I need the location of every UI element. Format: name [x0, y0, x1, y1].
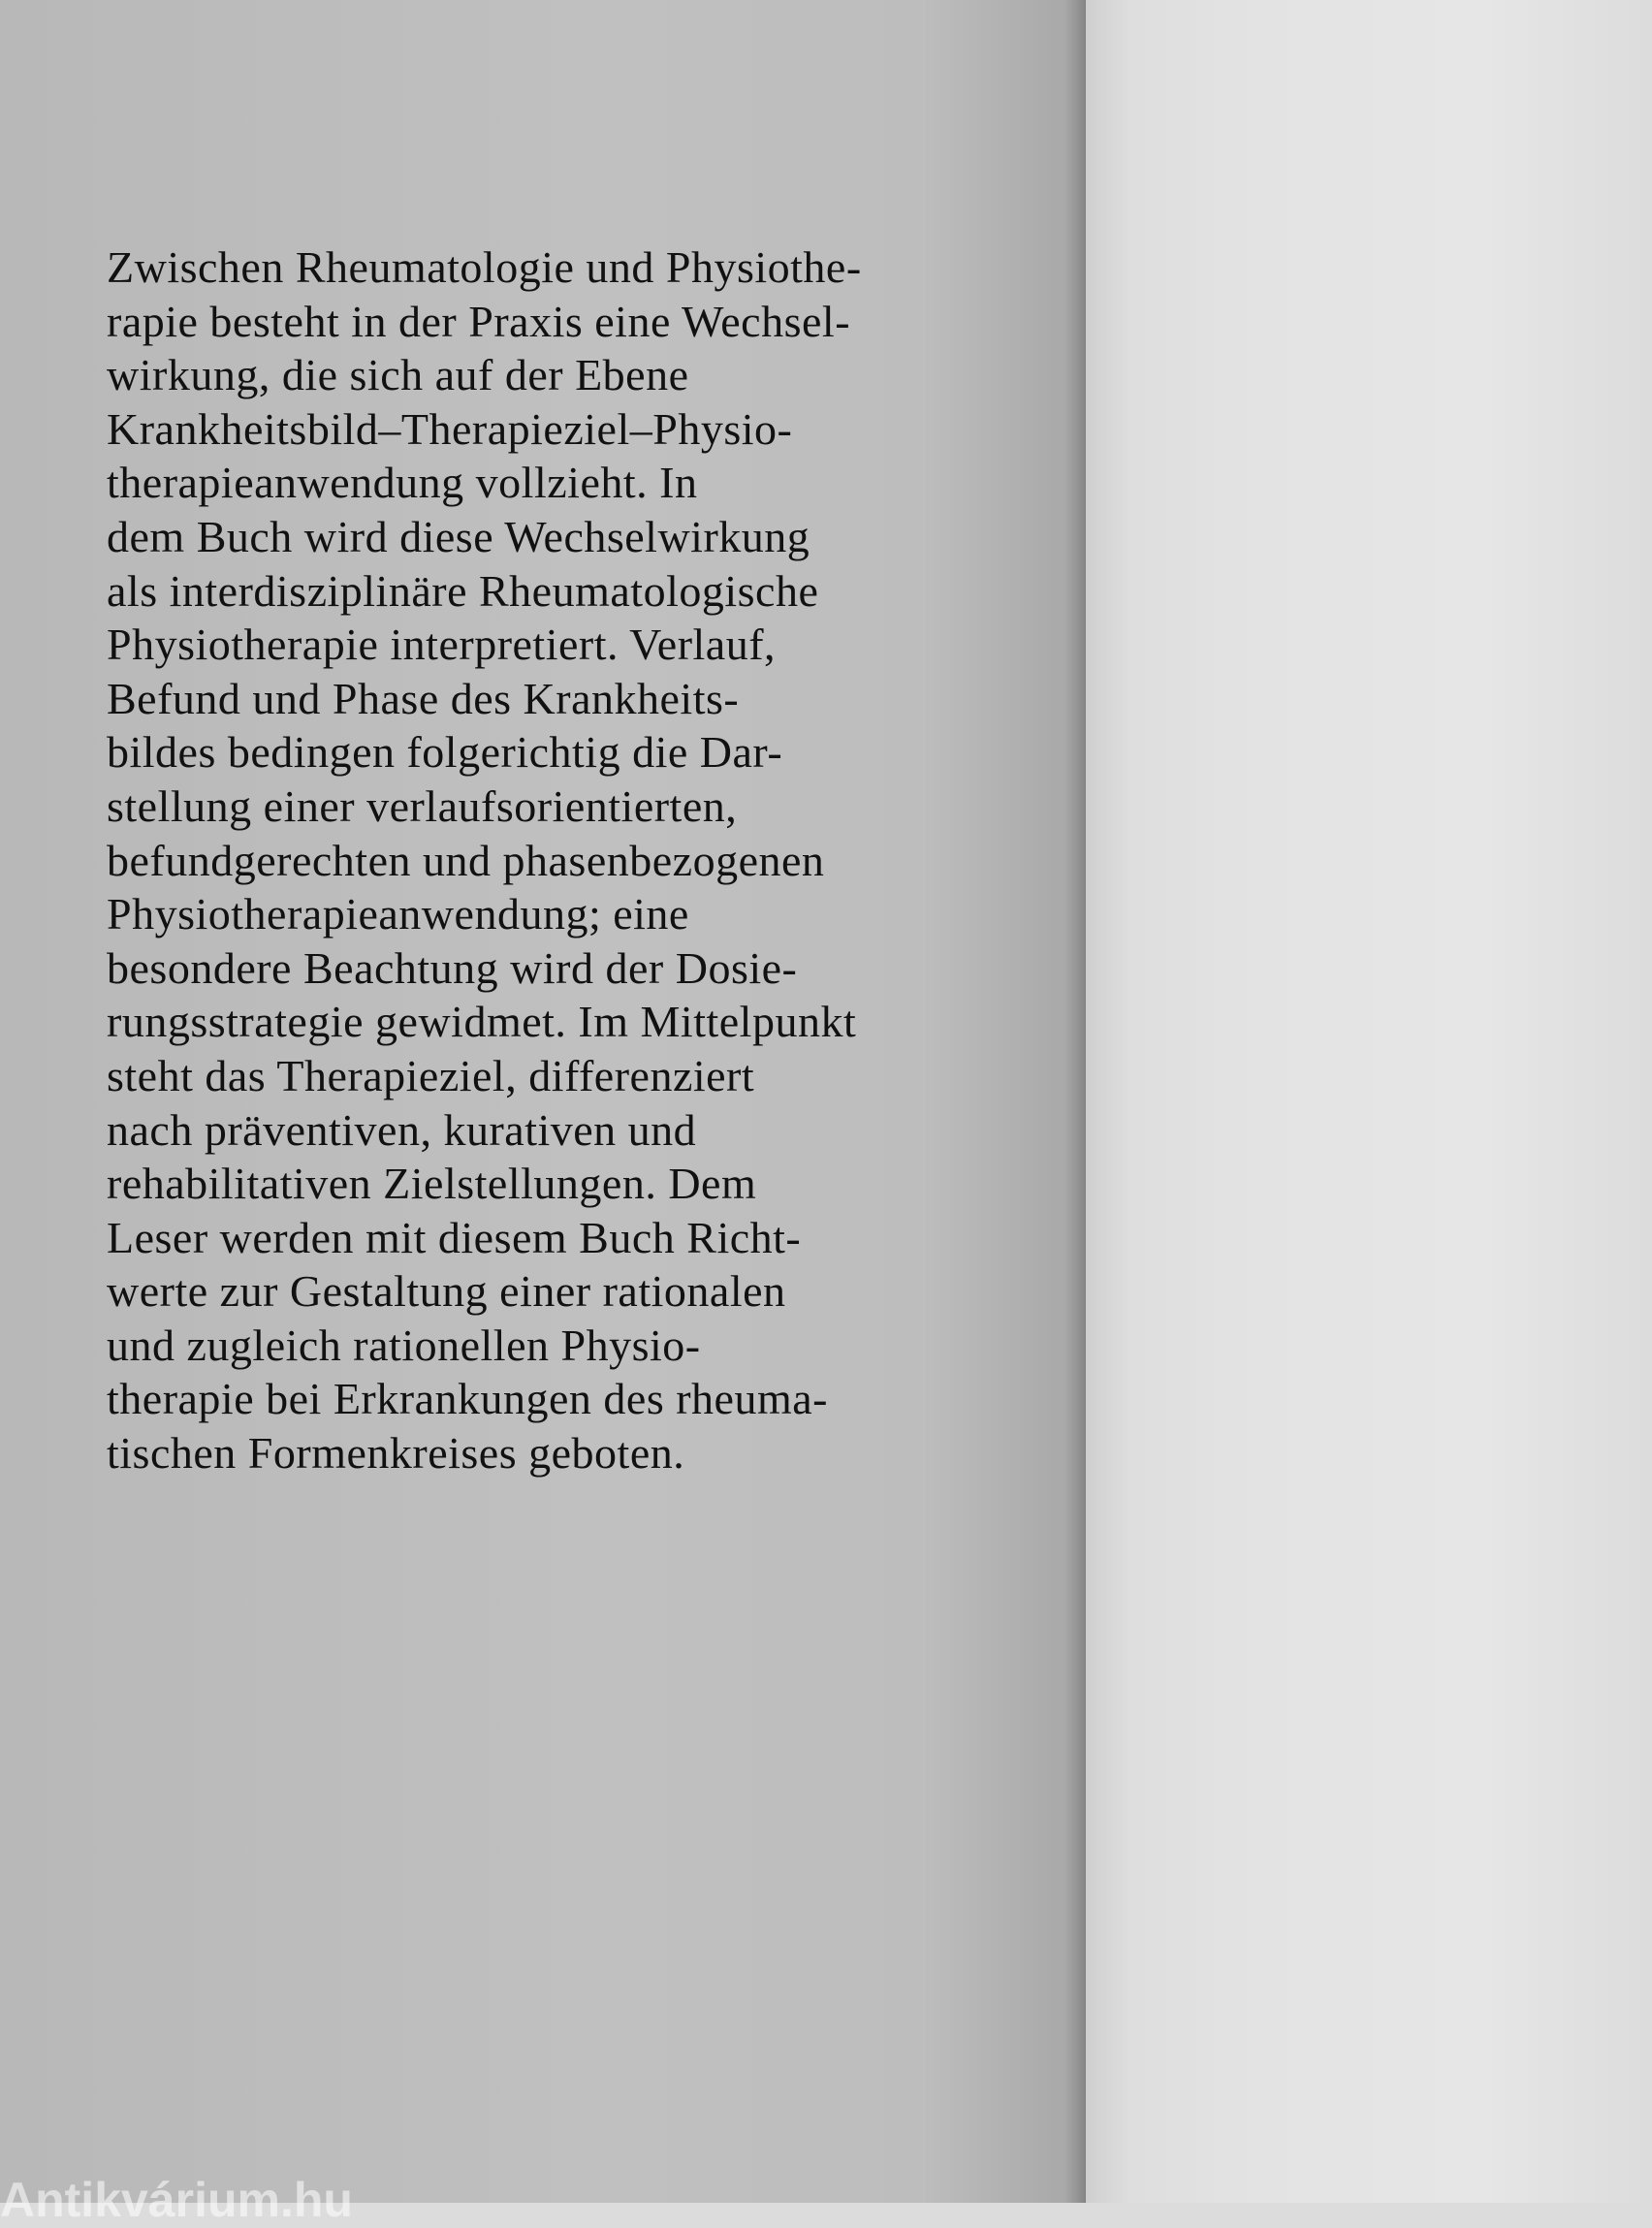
blurb-line: steht das Therapieziel, differenziert [107, 1050, 755, 1100]
blurb-line: Befund und Phase des Krankheits- [107, 673, 740, 723]
blurb-line: stellung einer verlaufsorientierten, [107, 780, 738, 831]
blurb-line: nach präventiven, kurativen und [107, 1104, 697, 1155]
blurb-line: rapie besteht in der Praxis eine Wechsel- [107, 296, 851, 346]
background-surface [1086, 0, 1652, 2203]
blurb-line: werte zur Gestaltung einer rationalen [107, 1266, 786, 1317]
blurb-line: tischen Formenkreises geboten. [107, 1428, 685, 1479]
blurb-line: Krankheitsbild–Therapieziel–Physio- [107, 403, 793, 454]
back-cover-blurb [107, 240, 979, 1480]
blurb-line: dem Buch wird diese Wechselwirkung [107, 511, 810, 561]
blurb-line: rungsstrategie gewidmet. Im Mittelpunkt [107, 997, 857, 1047]
blurb-line: befundgerechten und phasenbezogenen [107, 835, 825, 885]
blurb-line: besondere Beachtung wird der Dosie- [107, 942, 798, 993]
page-edge-shadow [1064, 0, 1086, 2203]
blurb-line: therapie bei Erkrankungen des rheuma- [107, 1374, 828, 1424]
blurb-line: Physiotherapieanwendung; eine [107, 889, 689, 939]
blurb-line: Leser werden mit diesem Buch Richt- [107, 1212, 802, 1262]
blurb-line: und zugleich rationellen Physio- [107, 1320, 701, 1370]
blurb-line: therapieanwendung vollzieht. In [107, 458, 698, 508]
blurb-line: rehabilitativen Zielstellungen. Dem [107, 1159, 757, 1209]
blurb-line: als interdisziplinäre Rheumatologische [107, 565, 819, 616]
blurb-line: Zwischen Rheumatologie und Physiothe- [107, 242, 862, 292]
blurb-line: wirkung, die sich auf der Ebene [107, 350, 689, 400]
blurb-line: Physiotherapie interpretiert. Verlauf, [107, 620, 777, 670]
blurb-line: bildes bedingen folgerichtig die Dar- [107, 727, 783, 778]
watermark: Antikvárium.hu [0, 2173, 353, 2227]
